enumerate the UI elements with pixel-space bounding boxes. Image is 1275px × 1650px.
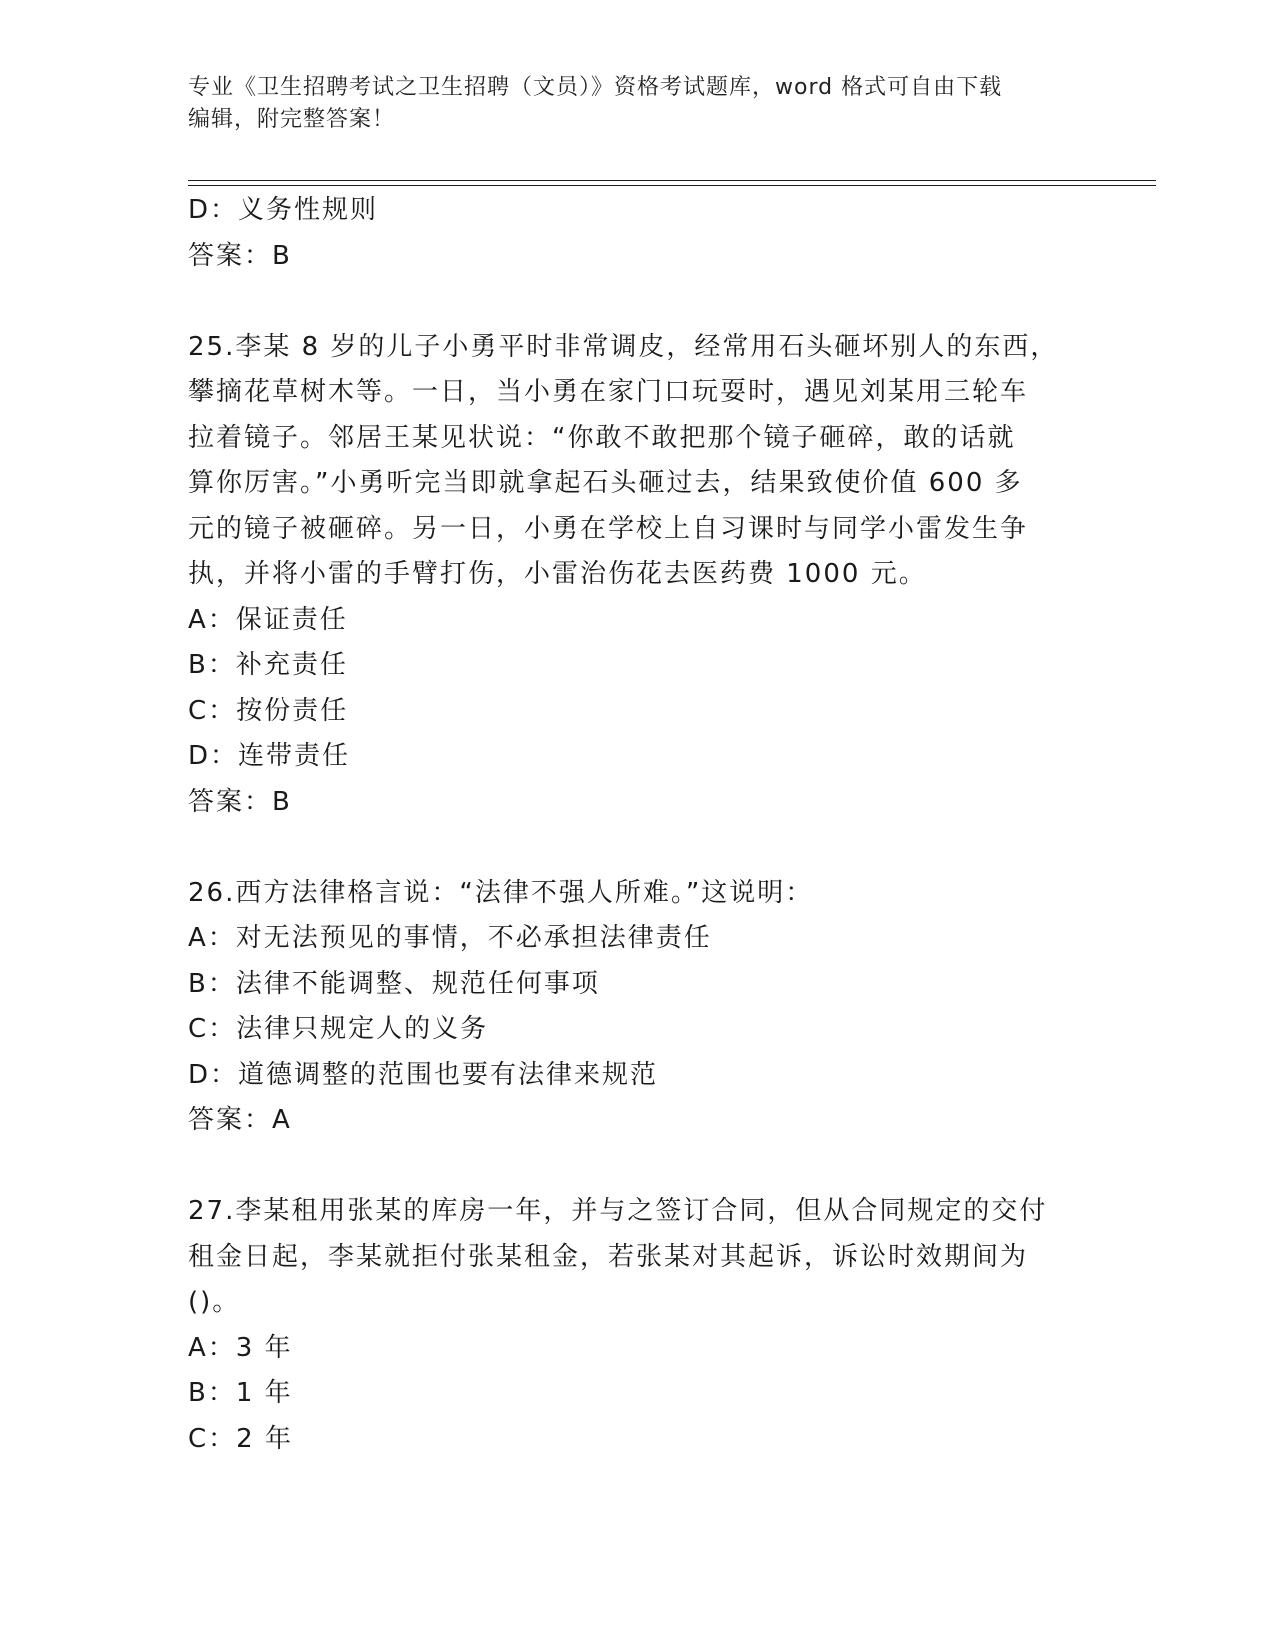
question-text-line: 攀摘花草树木等。一日，当小勇在家门口玩耍时，遇见刘某用三轮车	[188, 377, 1029, 407]
document-header	[188, 72, 1068, 136]
question-26	[188, 871, 1068, 1144]
header-rule-top	[188, 180, 1156, 181]
question-text-line: ()。	[188, 1287, 241, 1317]
spacer	[188, 279, 1068, 325]
option-d: D：义务性规则	[188, 195, 379, 225]
question-25	[188, 325, 1068, 826]
question-text-line: 租金日起，李某就拒付张某租金，若张某对其起诉，诉讼时效期间为	[188, 1241, 1029, 1272]
option-c: C：法律只规定人的义务	[188, 1014, 489, 1044]
option-b: B：1 年	[188, 1378, 293, 1408]
option-b: B：补充责任	[188, 650, 348, 680]
header-line-1: 专业《卫生招聘考试之卫生招聘（文员）》资格考试题库，word 格式可自由下载	[188, 75, 1003, 100]
option-a: A：3 年	[188, 1332, 293, 1363]
answer: 答案：A	[188, 1105, 292, 1135]
answer: 答案：B	[188, 240, 292, 271]
question-text-line: 27.李某租用张某的库房一年，并与之签订合同，但从合同规定的交付	[188, 1196, 1048, 1226]
question-text-line: 25.李某 8 岁的儿子小勇平时非常调皮，经常用石头砸坏别人的东西，	[188, 331, 1059, 362]
header-rule-bottom	[188, 185, 1156, 186]
answer: 答案：B	[188, 786, 292, 817]
spacer	[188, 825, 1068, 871]
question-27	[188, 1189, 1068, 1462]
spacer	[188, 1144, 1068, 1190]
option-a: A：对无法预见的事情，不必承担法律责任	[188, 923, 712, 953]
question-text-line: 拉着镜子。邻居王某见状说：“你敢不敢把那个镜子砸碎，敢的话就	[188, 422, 1016, 453]
option-c: C：2 年	[188, 1423, 293, 1454]
question-text-line: 执，并将小雷的手臂打伤，小雷治伤花去医药费 1000 元。	[188, 559, 927, 589]
question-text-line: 元的镜子被砸碎。另一日，小勇在学校上自习课时与同学小雷发生争	[188, 513, 1029, 544]
option-d: D：连带责任	[188, 741, 351, 771]
header-line-2: 编辑，附完整答案！	[188, 107, 396, 132]
option-b: B：法律不能调整、规范任何事项	[188, 968, 600, 999]
question-text-line: 26.西方法律格言说：“法律不强人所难。”这说明：	[188, 877, 814, 908]
option-c: C：按份责任	[188, 695, 349, 726]
question-text-line: 算你厉害。”小勇听完当即就拿起石头砸过去，结果致使价值 600 多	[188, 468, 1023, 498]
document-body	[188, 188, 1068, 1462]
option-a: A：保证责任	[188, 604, 348, 635]
option-d: D：道德调整的范围也要有法律来规范	[188, 1059, 659, 1090]
